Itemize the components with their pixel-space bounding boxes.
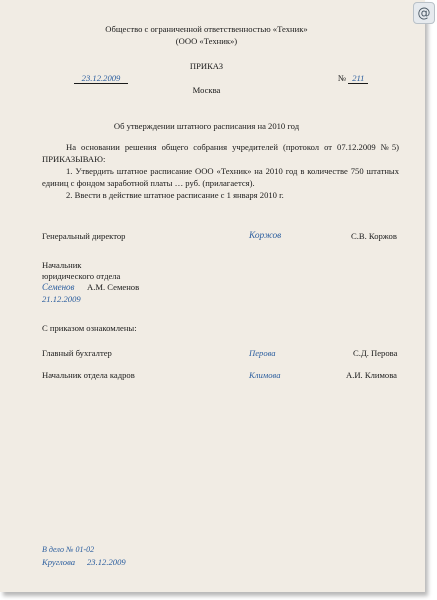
person-1-position: Главный бухгалтер — [42, 348, 112, 358]
order-word: ПРИКАЗЫВАЮ: — [42, 154, 106, 164]
item-1-line-2: единиц с фондом заработной платы … руб. (прилагается). — [42, 178, 255, 188]
item-1-line-1: 1. Утвердить штатное расписание ООО «Техник» на 2010 год в количестве 750 штатных — [66, 166, 399, 176]
doc-type: ПРИКАЗ — [189, 61, 224, 71]
filing-signature: Круглова — [42, 557, 76, 567]
person-2-position: Начальник отдела кадров — [42, 370, 135, 380]
email-icon[interactable]: @ — [413, 2, 435, 24]
item-2: 2. Ввести в действие штатное расписание с 1 января 2010 г. — [66, 190, 284, 200]
person-1-name: С.Д. Перова — [353, 348, 398, 358]
legal-head-position-1: Начальник — [42, 260, 82, 270]
acquainted-heading: С приказом ознакомлены: — [42, 323, 137, 333]
number-sign: № — [338, 73, 347, 83]
doc-number-field — [338, 74, 368, 84]
doc-title: Об утверждении штатного расписания на 2010 год — [113, 121, 300, 131]
person-1-signature: Перова — [249, 348, 276, 358]
director-name: С.В. Коржов — [351, 231, 397, 241]
org-name: Общество с ограниченной ответственностью «Техник» — [105, 24, 308, 34]
doc-date-field — [74, 74, 128, 84]
basis-line: На основании решения общего собрания учредителей (протокол от 07.12.2009 №5) — [66, 142, 399, 152]
legal-head-position-2: юридического отдела — [42, 271, 121, 281]
filing-note: В дело № 01-02 — [42, 545, 95, 554]
filing-date: 23.12.2009 — [87, 557, 126, 567]
legal-head-signature: Семенов — [42, 282, 75, 292]
org-short-name: (ООО «Техник») — [175, 36, 238, 46]
director-position: Генеральный директор — [42, 231, 126, 241]
person-2-name: А.И. Климова — [346, 370, 397, 380]
director-signature: Коржов — [249, 231, 282, 241]
legal-head-name: А.М. Семенов — [87, 282, 140, 292]
doc-date: 23.12.2009 — [74, 74, 128, 84]
legal-head-date: 21.12.2009 — [42, 294, 81, 304]
doc-city: Москва — [192, 85, 221, 95]
person-2-signature: Климова — [249, 370, 281, 380]
doc-number: 211 — [348, 74, 368, 84]
